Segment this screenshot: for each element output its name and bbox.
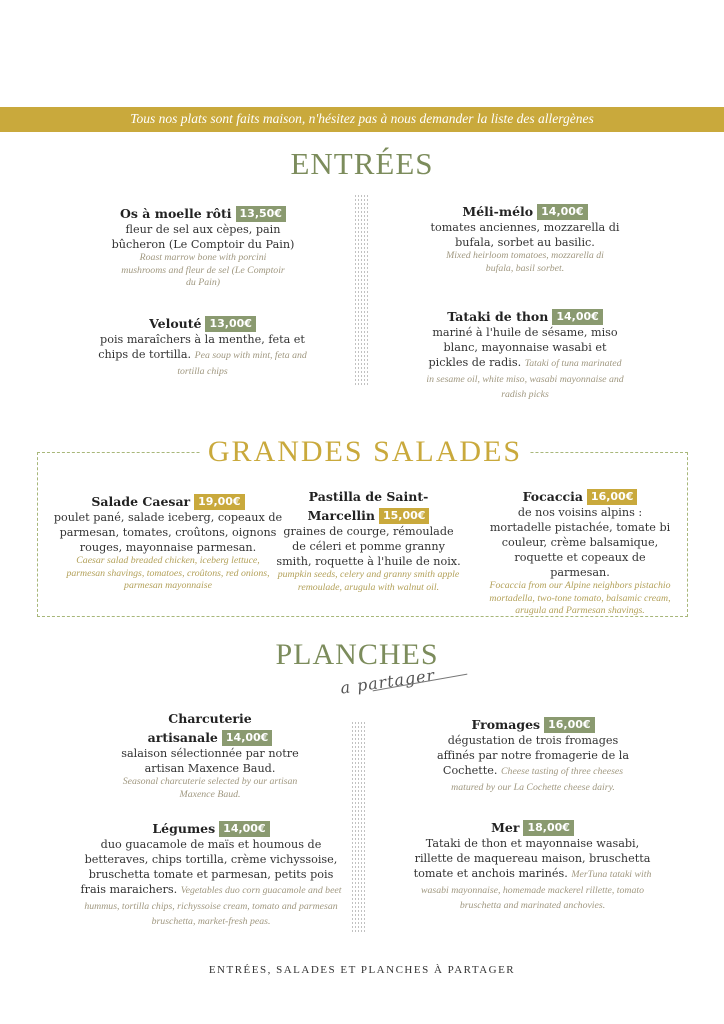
item-description-en: pumpkin seeds, celery and granny smith apple remoulade, arugula with walnut oil. <box>277 569 460 593</box>
item-price: 16,00€ <box>544 717 594 733</box>
item-description-en: Tataki of tuna marinated in sesame oil, white miso, wasabi mayonnaise and radish picks <box>426 358 624 400</box>
divider-dots <box>355 195 369 385</box>
item-description-en: Roast marrow bone with porcini mushrooms and fleur de sel (Le Comptoir du Pain) <box>121 252 285 288</box>
item-description-fr: fleur de sel aux cèpes, pain bûcheron (Le Comptoir du Pain) <box>111 223 295 251</box>
menu-item-legumes <box>80 818 342 929</box>
menu-item-salade-caesar <box>52 491 284 593</box>
menu-item-mer <box>405 817 660 913</box>
item-description-fr: mariné à l'huile de sésame, miso blanc, mayonnaise wasabi et pickles de radis. Tataki of tuna marinated in sesame oil, white miso, wasabi mayonnaise and radish picks <box>426 326 624 400</box>
item-name: Mer <box>491 820 520 835</box>
item-description-fr: pois maraîchers à la menthe, feta et chips de tortilla. Pea soup with mint, feta and tortilla chips <box>98 333 307 377</box>
item-name: Fromages <box>471 717 541 732</box>
menu-item-pastilla <box>276 486 461 594</box>
section-title-entrees: ENTRÉES <box>290 146 434 181</box>
item-price: 14,00€ <box>222 730 272 746</box>
item-name: Tataki de thon <box>447 309 549 324</box>
item-description-en: Seasonal charcuterie selected by our artisan Maxence Baud. <box>122 776 298 800</box>
item-description-en: Caesar salad breaded chicken, iceberg lettuce, parmesan shavings, tomatoes, croûtons, red onions, parmesan mayonnaise <box>66 555 270 591</box>
section-subtitle-partager: a partager <box>339 665 437 698</box>
item-description-en: Focaccia from our Alpine neighbors pistachio mortadella, two-tone tomato, balsamic cream, arugula and Parmesan shavings. <box>489 580 671 616</box>
menu-item-charcuterie <box>95 708 325 801</box>
item-price: 14,00€ <box>219 821 269 837</box>
item-description-en: Mixed heirloom tomatoes, mozzarella di bufala, basil sorbet. <box>446 250 604 274</box>
item-name: Os à moelle rôti <box>120 206 232 221</box>
menu-item-tataki <box>425 306 625 402</box>
item-price: 14,00€ <box>537 204 587 220</box>
item-name: Focaccia <box>522 489 583 504</box>
item-description-fr: duo guacamole de maïs et houmous de betteraves, chips tortilla, crème vichyssoise, bruschetta tomate et parmesan, petits pois frais maraichers. Vegetables duo corn guacamole and beet hummus, tortilla chips, richyssoise cream, tomato and parmesan bruschetta, market-fresh peas. <box>80 838 342 927</box>
item-description-en: Pea soup with mint, feta and tortilla chips <box>177 350 307 377</box>
item-description-fr: de nos voisins alpins : mortadelle pistachée, tomate bi couleur, crème balsamique, roquette et copeaux de parmesan. <box>489 506 671 579</box>
item-description-fr: poulet pané, salade iceberg, copeaux de parmesan, tomates, croûtons, oignons rouges, mayonnaise parmesan. <box>53 511 283 554</box>
item-name: Pastilla de Saint-Marcellin <box>307 489 429 523</box>
item-price: 19,00€ <box>194 494 244 510</box>
item-price: 18,00€ <box>523 820 573 836</box>
item-name: Velouté <box>149 316 202 331</box>
item-description-fr: Tataki de thon et mayonnaise wasabi, rillette de maquereau maison, bruschetta tomate et anchois marinés. MerTuna tataki with wasabi mayonnaise, homemade mackerel rillette, tomato bruschetta and marinated anchovies. <box>413 837 652 911</box>
item-description-fr: tomates anciennes, mozzarella di bufala, sorbet au basilic. <box>430 221 620 249</box>
item-description-fr: salaison sélectionnée par notre artisan Maxence Baud. <box>121 747 299 775</box>
item-price: 13,50€ <box>236 206 286 222</box>
divider-dots <box>352 722 366 932</box>
item-description-en: MerTuna tataki with wasabi mayonnaise, homemade mackerel rillette, tomato bruschetta and marinated anchovies. <box>420 869 652 911</box>
section-title-salades: GRANDES SALADES <box>200 435 530 469</box>
item-description-en: Cheese tasting of three cheeses matured by our La Cochette cheese dairy. <box>451 766 624 793</box>
item-price: 13,00€ <box>205 316 255 332</box>
item-price: 15,00€ <box>379 508 429 524</box>
item-name: Méli-mélo <box>462 204 534 219</box>
menu-item-meli-melo <box>420 201 630 275</box>
section-title-planches: PLANCHES <box>275 638 439 671</box>
item-price: 14,00€ <box>552 309 602 325</box>
item-description-en: Vegetables duo corn guacamole and beet hummus, tortilla chips, richyssoise cream, tomato and parmesan bruschetta, market-fresh peas. <box>84 885 342 927</box>
item-price: 16,00€ <box>587 489 637 505</box>
item-name: Charcuterie artisanale <box>147 711 252 745</box>
menu-item-os-a-moelle <box>88 203 318 290</box>
menu-item-fromages <box>428 714 638 794</box>
menu-item-veloute <box>95 313 310 378</box>
item-name: Salade Caesar <box>91 494 191 509</box>
page-footer: ENTRÉES, SALADES ET PLANCHES À PARTAGER <box>208 964 516 976</box>
menu-item-focaccia <box>475 486 685 618</box>
allergen-banner <box>0 107 724 132</box>
item-name: Légumes <box>152 821 216 836</box>
item-description-fr: graines de courge, rémoulade de céleri et pomme granny smith, roquette à l'huile de noix. <box>276 525 461 568</box>
item-description-fr: dégustation de trois fromages affinés par notre fromagerie de la Cochette. Cheese tasting of three cheeses matured by our La Cochette cheese dairy. <box>437 734 629 793</box>
banner-text: Tous nos plats sont faits maison, n'hésitez pas à nous demander la liste des allergènes <box>130 111 594 126</box>
